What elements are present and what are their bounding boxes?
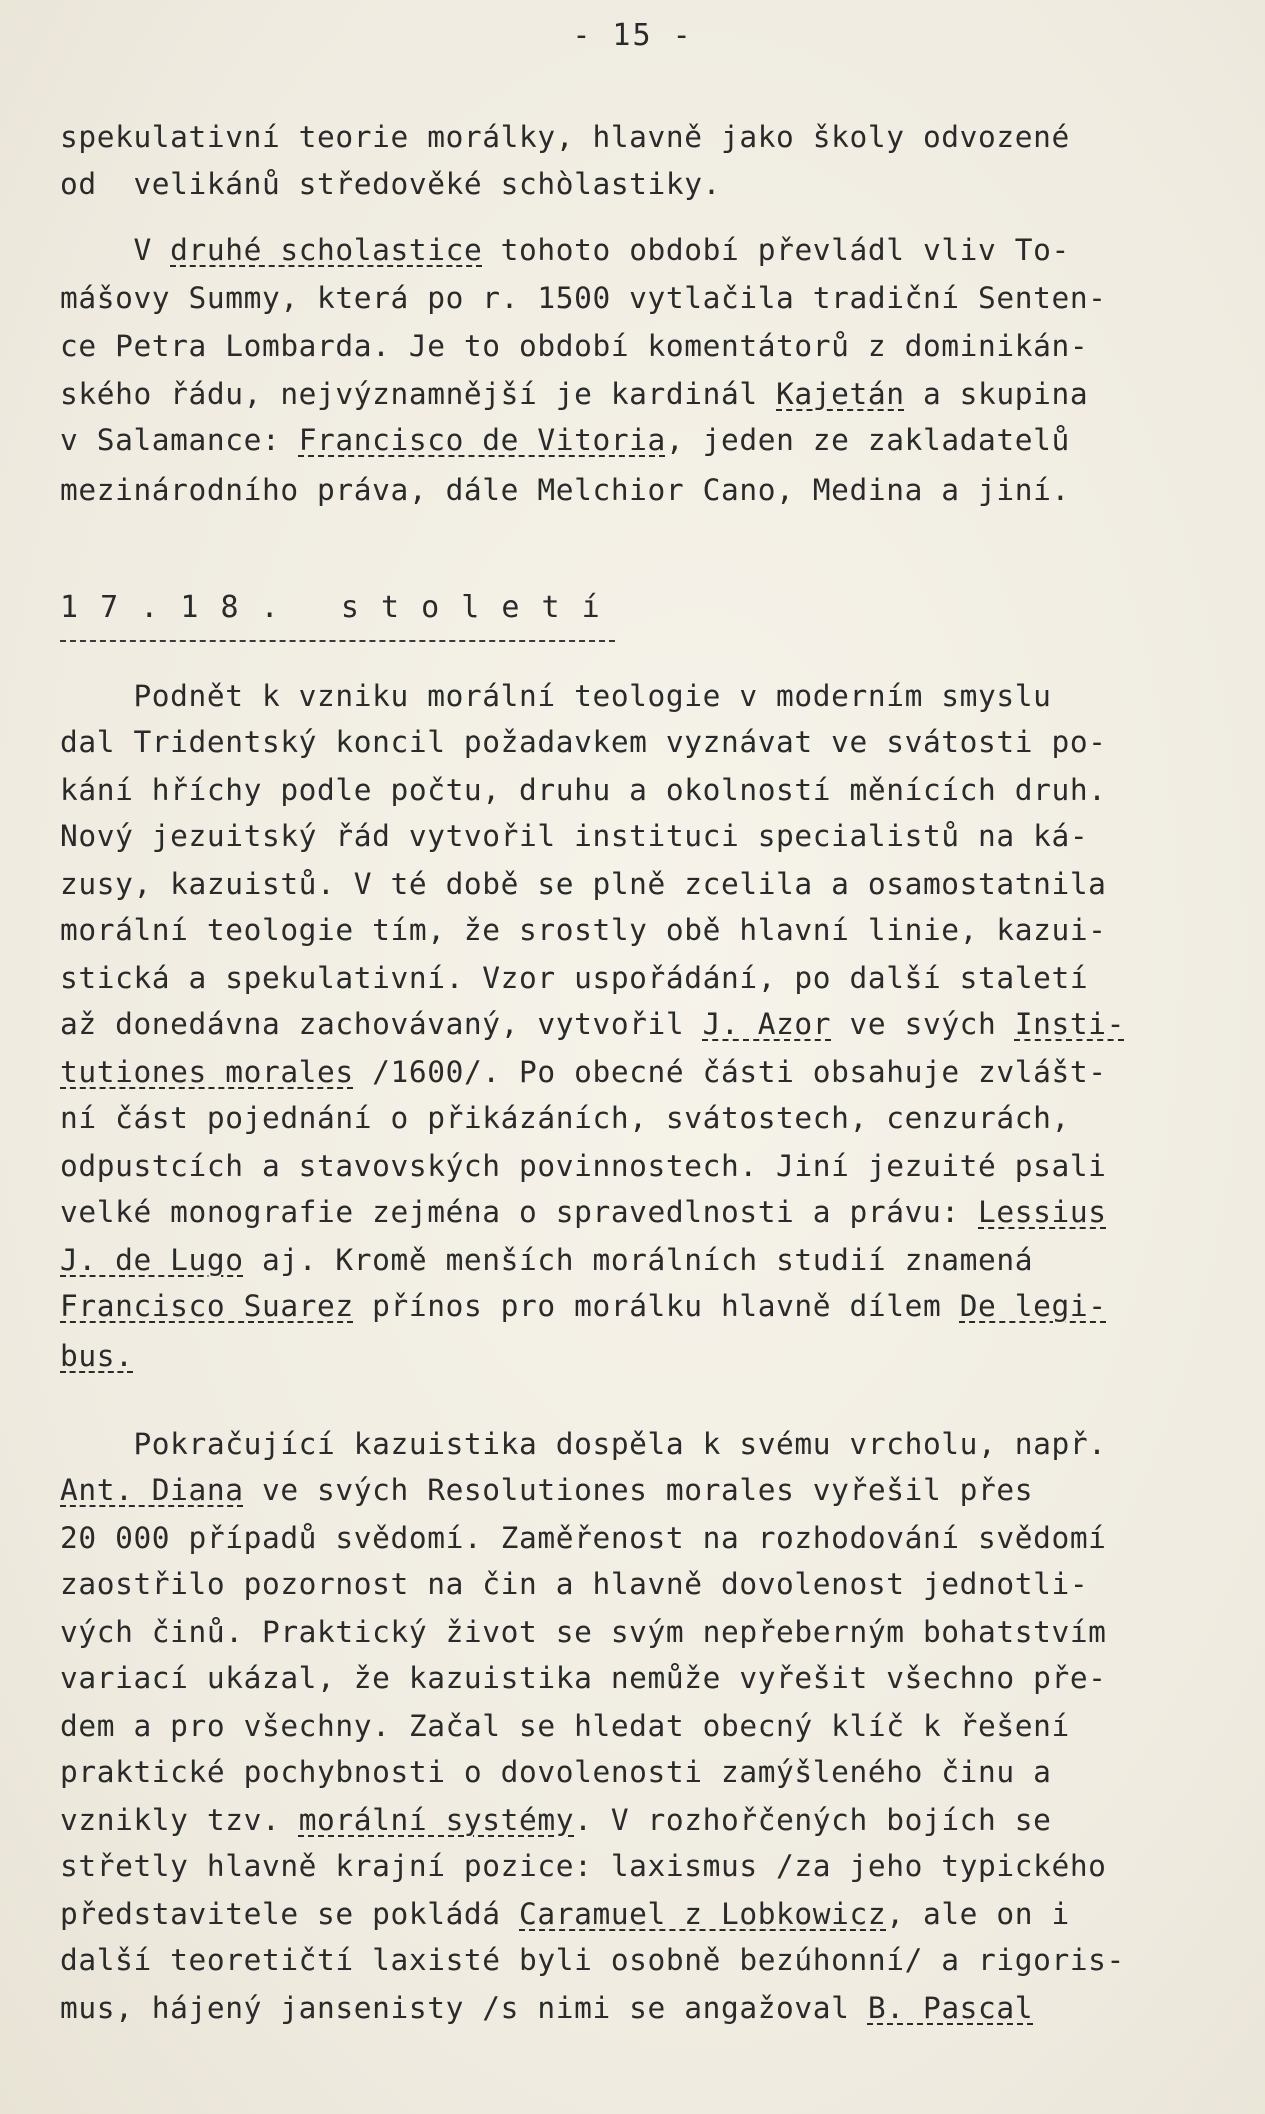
text-segment: Podnět k vzniku morální teologie v moderním smyslu bbox=[60, 679, 1052, 713]
text-segment: zusy, kazuistů. V té době se plně zcelila a osamostatnila bbox=[60, 867, 1107, 901]
text-line bbox=[60, 1520, 1107, 1556]
text-segment: spekulativní teorie morálky, hlavně jako školy odvozené bbox=[60, 120, 1070, 154]
text-segment: velké monografie zejména o spravedlnosti a právu: bbox=[60, 1195, 979, 1229]
text-segment: variací ukázal, že kazuistika nemůže vyřešit všechno pře- bbox=[60, 1661, 1107, 1695]
text-line bbox=[60, 280, 1107, 316]
underlined-term: morální systémy bbox=[298, 1803, 575, 1837]
text-line bbox=[60, 166, 721, 202]
text-segment: v Salamance: bbox=[60, 423, 299, 457]
text-line bbox=[60, 1614, 1107, 1650]
text-line bbox=[60, 772, 1107, 808]
text-line bbox=[60, 1896, 1070, 1932]
text-segment: vých činů. Praktický život se svým nepřeberným bohatstvím bbox=[60, 1615, 1107, 1649]
text-segment: kání hříchy podle počtu, druhu a okolností měnících druh. bbox=[60, 773, 1107, 807]
text-segment: , ale on i bbox=[886, 1897, 1070, 1931]
text-segment: praktické pochybnosti o dovolenosti zamýšleného činu a bbox=[60, 1755, 1052, 1789]
text-segment: V bbox=[60, 233, 171, 267]
text-segment: další teoretičtí laxisté byli osobně bezúhonní/ a rigoris- bbox=[60, 1943, 1125, 1977]
underlined-term: De legi- bbox=[959, 1289, 1107, 1323]
text-line bbox=[60, 1848, 1107, 1884]
text-line bbox=[60, 1288, 1107, 1324]
text-line bbox=[60, 1942, 1125, 1978]
text-segment: , jeden ze zakladatelů bbox=[665, 423, 1070, 457]
text-segment: 20 000 případů svědomí. Zaměřenost na rozhodování svědomí bbox=[60, 1521, 1107, 1555]
heading-underline bbox=[60, 640, 615, 642]
text-segment: odpustcích a stavovských povinnostech. Jiní jezuité psali bbox=[60, 1149, 1107, 1183]
text-line bbox=[60, 1566, 1088, 1602]
text-line bbox=[60, 1660, 1107, 1696]
text-segment: ní část pojednání o přikázáních, svátostech, cenzurách, bbox=[60, 1101, 1070, 1135]
text-line bbox=[60, 1006, 1125, 1042]
text-segment: /1600/. Po obecné části obsahuje zvlášt- bbox=[353, 1055, 1107, 1089]
text-segment: ce Petra Lombarda. Je to období komentátorů z dominikán- bbox=[60, 329, 1089, 363]
text-segment: a skupina bbox=[904, 377, 1089, 411]
underlined-term: Caramuel z Lobkowicz bbox=[519, 1897, 887, 1931]
text-line bbox=[60, 422, 1070, 458]
text-segment: stická a spekulativní. Vzor uspořádání, po další staletí bbox=[60, 961, 1089, 995]
underlined-term: B. Pascal bbox=[867, 1991, 1034, 2025]
text-line bbox=[60, 1472, 1033, 1508]
text-line bbox=[60, 1426, 1107, 1462]
text-segment: mášovy Summy, která po r. 1500 vytlačila tradiční Senten- bbox=[60, 281, 1107, 315]
text-segment: ve svých bbox=[831, 1007, 1015, 1041]
text-line bbox=[60, 1990, 1033, 2026]
text-segment: aj. Kromě menších morálních studií znamená bbox=[243, 1243, 1034, 1277]
text-segment: střetly hlavně krajní pozice: laxismus /za jeho typického bbox=[60, 1849, 1107, 1883]
text-segment: vznikly tzv. bbox=[60, 1803, 299, 1837]
page-number: - 15 - bbox=[572, 18, 693, 53]
text-segment: Nový jezuitský řád vytvořil instituci specialistů na ká- bbox=[60, 819, 1089, 853]
text-line bbox=[60, 119, 1070, 155]
text-line bbox=[60, 912, 1107, 948]
text-segment: mezinárodního práva, dále Melchior Cano, Medina a jiní. bbox=[60, 473, 1070, 507]
text-line bbox=[60, 1708, 1070, 1744]
underlined-term: Lessius bbox=[978, 1195, 1107, 1229]
text-segment: zaostřilo pozornost na čin a hlavně dovolenost jednotli- bbox=[60, 1567, 1089, 1601]
text-line bbox=[60, 678, 1051, 714]
text-line bbox=[60, 232, 1070, 268]
text-segment: mus, hájený jansenisty /s nimi se angažoval bbox=[60, 1991, 868, 2025]
text-line bbox=[60, 1338, 133, 1374]
underlined-term: Francisco Suarez bbox=[60, 1289, 354, 1323]
text-line bbox=[60, 1100, 1070, 1136]
text-segment: dal Tridentský koncil požadavkem vyznávat ve svátosti po- bbox=[60, 725, 1107, 759]
text-line bbox=[60, 1054, 1107, 1090]
text-segment: tohoto období převládl vliv To- bbox=[482, 233, 1070, 267]
text-segment: představitele se pokládá bbox=[60, 1897, 520, 1931]
underlined-term: J. Azor bbox=[702, 1007, 832, 1041]
text-segment: . V rozhořčených bojích se bbox=[574, 1803, 1052, 1837]
text-line bbox=[60, 960, 1088, 996]
text-segment: morální teologie tím, že srostly obě hlavní linie, kazui- bbox=[60, 913, 1107, 947]
text-line bbox=[60, 1802, 1051, 1838]
text-segment: ského řádu, nejvýznamnější je kardinál bbox=[60, 377, 777, 411]
text-line bbox=[60, 866, 1107, 902]
text-line bbox=[60, 1148, 1107, 1184]
underlined-term: bus. bbox=[60, 1339, 134, 1373]
text-segment: dem a pro všechny. Začal se hledat obecný klíč k řešení bbox=[60, 1709, 1070, 1743]
text-line bbox=[60, 472, 1070, 508]
text-line bbox=[60, 328, 1088, 364]
text-segment: Pokračující kazuistika dospěla k svému vrcholu, např. bbox=[60, 1427, 1107, 1461]
text-segment: ve svých Resolutiones morales vyřešil přes bbox=[243, 1473, 1034, 1507]
underlined-term: druhé scholastice bbox=[170, 233, 483, 267]
text-line bbox=[60, 1242, 1033, 1278]
text-line bbox=[60, 1194, 1107, 1230]
underlined-term: Francisco de Vitoria bbox=[298, 423, 666, 457]
text-line bbox=[60, 376, 1088, 412]
underlined-term: J. de Lugo bbox=[60, 1243, 244, 1277]
text-line bbox=[60, 1754, 1051, 1790]
underlined-term: Kajetán bbox=[776, 377, 905, 411]
section-heading: 1 7 . 1 8 . s t o l e t í bbox=[60, 590, 602, 625]
underlined-term: Ant. Diana bbox=[60, 1473, 244, 1507]
underlined-term: Insti- bbox=[1014, 1007, 1125, 1041]
text-segment: přínos pro morálku hlavně dílem bbox=[353, 1289, 960, 1323]
text-line bbox=[60, 724, 1107, 760]
text-segment: až donedávna zachovávaný, vytvořil bbox=[60, 1007, 703, 1041]
underlined-term: tutiones morales bbox=[60, 1055, 354, 1089]
text-segment: od velikánů středověké schòlastiky. bbox=[60, 167, 721, 201]
text-line bbox=[60, 818, 1088, 854]
